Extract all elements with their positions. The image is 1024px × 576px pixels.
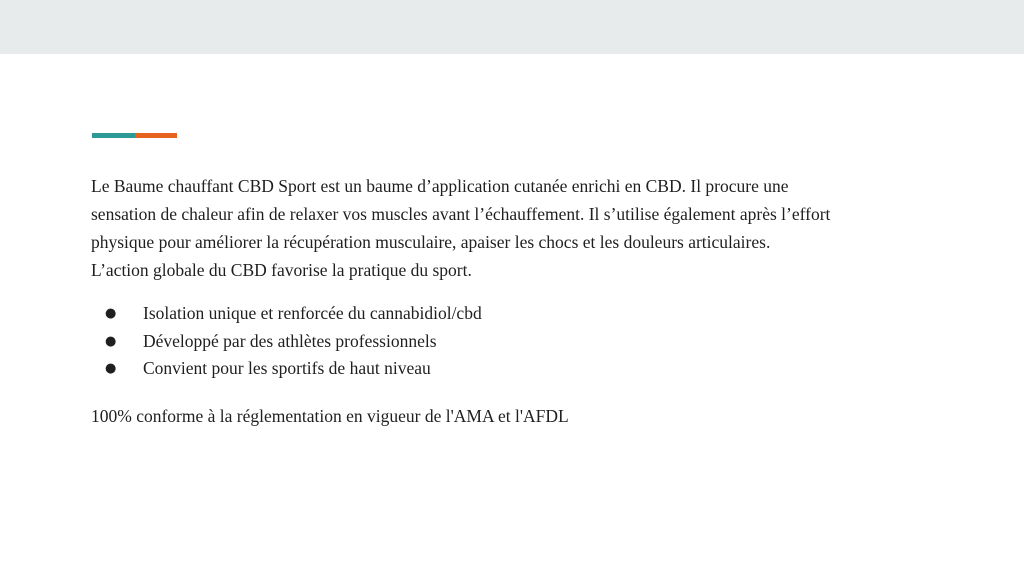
- feature-item: [91, 328, 951, 356]
- feature-text: Isolation unique et renforcée du cannabidiol/cbd: [143, 303, 482, 323]
- slide-body: [91, 172, 951, 430]
- feature-list: [91, 300, 951, 383]
- accent-rule-orange: [135, 133, 177, 138]
- accent-rule-teal: [92, 133, 135, 138]
- feature-item: [91, 355, 951, 383]
- bullet-icon: ●: [105, 306, 117, 321]
- bullet-icon: ●: [105, 361, 117, 376]
- feature-text: Convient pour les sportifs de haut niveau: [143, 358, 431, 378]
- feature-text: Développé par des athlètes professionnels: [143, 330, 437, 351]
- feature-item: [91, 300, 951, 328]
- accent-rule: [92, 133, 177, 138]
- intro-line: L’action globale du CBD favorise la pratique du sport.: [91, 260, 472, 280]
- intro-line: physique pour améliorer la récupération musculaire, apaiser les chocs et les douleurs articulaires.: [91, 232, 771, 252]
- intro-line: sensation de chaleur afin de relaxer vos muscles avant l’échauffement. Il s’utilise également après l’effort: [91, 204, 831, 224]
- compliance-note: 100% conforme à la réglementation en vigueur de l'AMA et l'AFDL: [91, 405, 569, 426]
- intro-paragraph: [91, 172, 951, 284]
- top-band: [0, 0, 1024, 54]
- bullet-icon: ●: [105, 333, 117, 349]
- intro-line: Le Baume chauffant CBD Sport est un baume d’application cutanée enrichi en CBD. Il procure une: [91, 176, 789, 196]
